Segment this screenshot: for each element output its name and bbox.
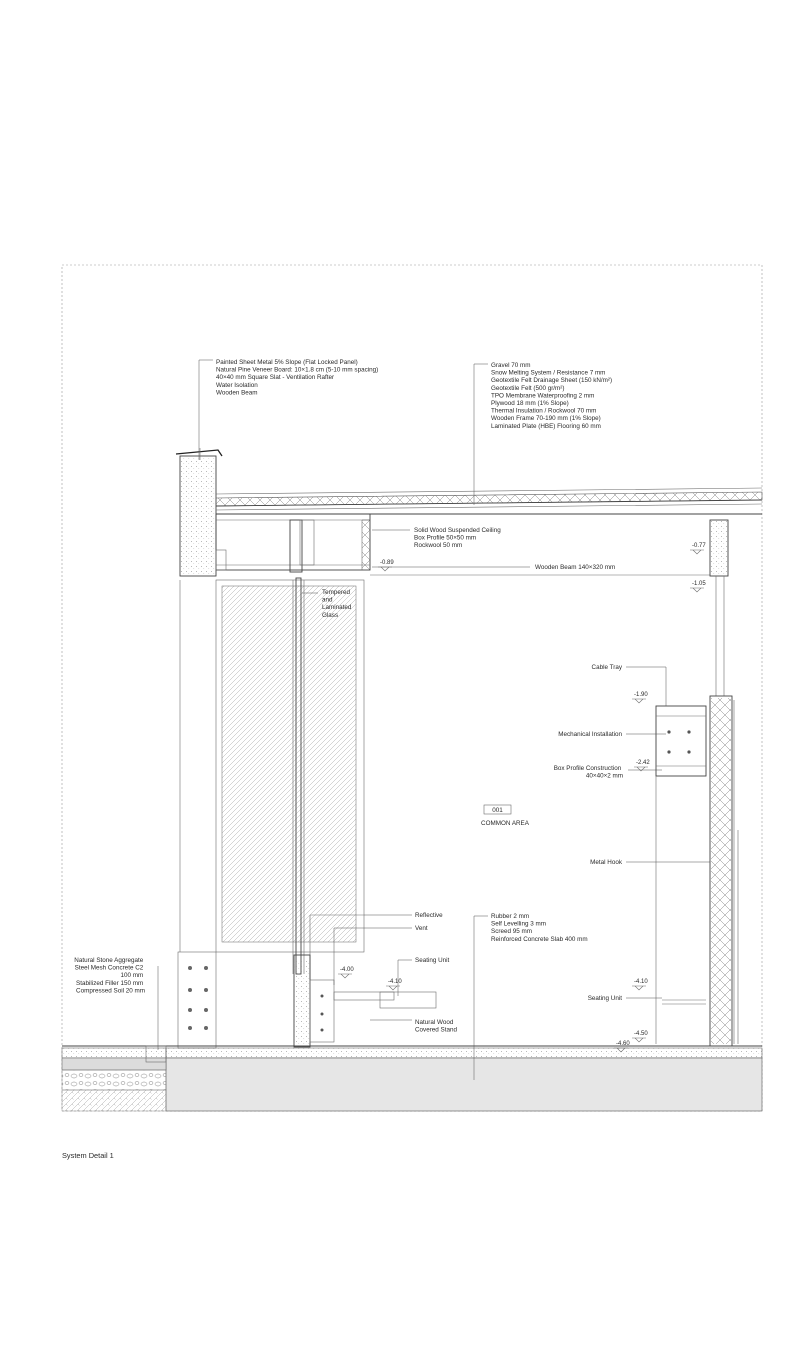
mechanical-label: Mechanical Installation bbox=[558, 731, 622, 738]
ceiling-callout: Solid Wood Suspended Ceiling Box Profile 50×50 mm Rockwool 50 mm bbox=[414, 527, 501, 550]
cable-tray-label: Cable Tray bbox=[591, 664, 622, 671]
level-460: -4.60 bbox=[616, 1041, 630, 1047]
box-profile-label: Box Profile Construction 40×40×2 mm bbox=[553, 765, 623, 780]
seating-assembly bbox=[178, 952, 436, 1048]
level-242: -2.42 bbox=[636, 760, 650, 766]
level-077: -0.77 bbox=[692, 543, 706, 549]
level-105: -1.05 bbox=[692, 581, 706, 587]
natural-wood-label: Natural Wood Covered Stand bbox=[415, 1019, 458, 1034]
glass-label: Tempered and Laminated Glass bbox=[322, 589, 352, 619]
beam-label: Wooden Beam 140×320 mm bbox=[535, 564, 616, 571]
level-089: -0.89 bbox=[380, 560, 394, 566]
metal-hook-label: Metal Hook bbox=[590, 859, 622, 866]
room-number: 001 bbox=[492, 807, 503, 814]
roof-layers-callout: Gravel 70 mm Snow Melting System / Resistance 7 mm Geotextile Felt Drainage Sheet (150 kN/m²) Geotextile Felt (500 gr/m²) TPO Membrane Waterproofing 2 mm Plywood 18 mm (1% Slope) Thermal Insulation / Rockwool 70 mm Wooden Frame 70-190 mm (1% Slope) Laminated Plate (HBE) Flooring 60 mm bbox=[491, 362, 613, 430]
level-450: -4.50 bbox=[634, 1031, 648, 1037]
level-410-center: -4.10 bbox=[388, 979, 402, 985]
right-wall bbox=[656, 696, 738, 1046]
drawing-caption: System Detail 1 bbox=[62, 1151, 114, 1160]
seating-unit-right-label: Seating Unit bbox=[587, 995, 622, 1002]
drawing-frame bbox=[62, 265, 762, 1111]
level-markers bbox=[338, 550, 704, 1052]
glass-facade bbox=[180, 578, 364, 980]
room-name: COMMON AREA bbox=[481, 820, 529, 827]
roof-edge-callout: Painted Sheet Metal 5% Slope (Flat Locked Panel) Natural Pine Veneer Board: 10×1.8 cm (5-10 mm spacing) 40×40 mm Square Slat - Ventilation Rafter Water Isolation Wooden Beam bbox=[216, 359, 379, 397]
seating-unit-center-label: Seating Unit bbox=[415, 957, 450, 964]
floor-callout: Rubber 2 mm Self Levelling 3 mm Screed 95 mm Reinforced Concrete Slab 400 mm bbox=[491, 913, 588, 943]
floor-assembly bbox=[62, 1046, 762, 1111]
level-400: -4.00 bbox=[340, 967, 354, 973]
level-410-right: -4.10 bbox=[634, 979, 648, 985]
vent-label: Vent bbox=[415, 925, 428, 932]
level-190: -1.90 bbox=[634, 692, 648, 698]
reflective-label: Reflective bbox=[415, 912, 443, 919]
ground-callout: Natural Stone Aggregate Steel Mesh Concrete C2 100 mm Stabilized Filler 150 mm Compressed Soil 20 mm bbox=[74, 957, 145, 995]
